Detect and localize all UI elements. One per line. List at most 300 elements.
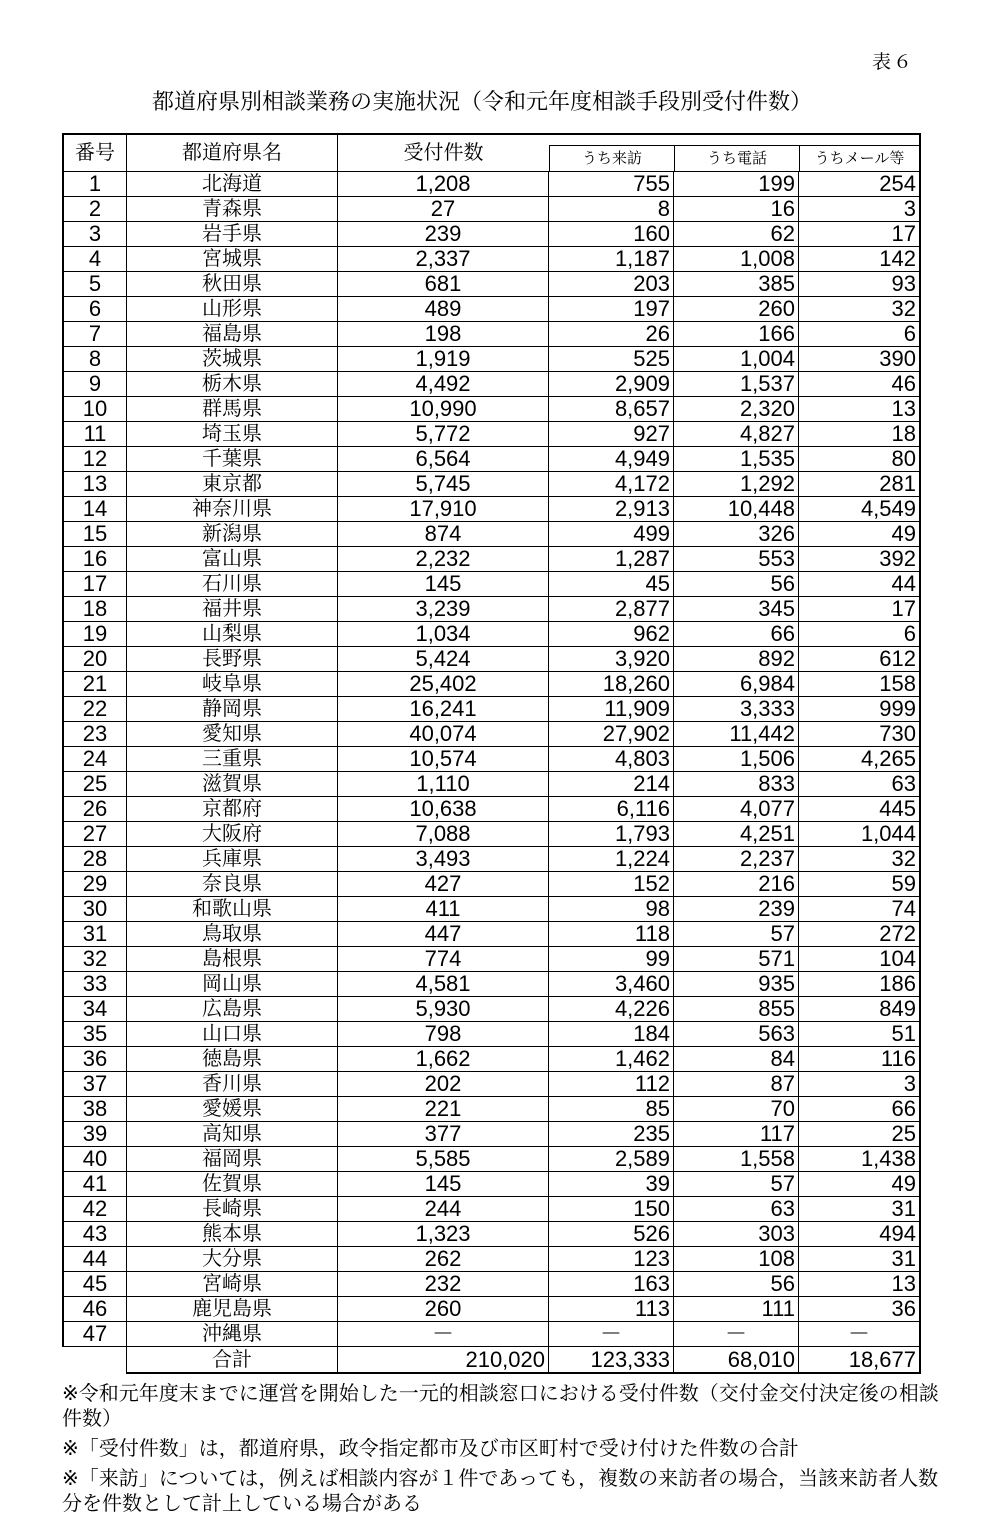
cell-visit: 163	[549, 1272, 674, 1296]
cell-visit: 499	[549, 522, 674, 546]
cell-prefecture: 青森県	[127, 197, 338, 221]
cell-mail: 51	[891, 1022, 916, 1046]
header-phone-label: うち電話	[674, 145, 799, 171]
cell-phone: 1,008	[674, 247, 799, 271]
table-body	[62, 172, 921, 1347]
cell-no: 39	[64, 1122, 127, 1146]
cell-phone: 108	[674, 1247, 799, 1271]
cell-visit: 4,226	[549, 997, 674, 1021]
cell-prefecture: 山口県	[127, 1022, 338, 1046]
cell-visit: 152	[549, 872, 674, 896]
cell-prefecture: 沖縄県	[127, 1322, 338, 1346]
cell-mail: 999	[879, 697, 916, 721]
cell-prefecture: 長野県	[127, 647, 338, 671]
cell-mail: 31	[891, 1197, 916, 1221]
cell-no: 46	[64, 1297, 127, 1321]
cell-prefecture: 三重県	[127, 747, 338, 771]
cell-phone: 4,251	[674, 822, 799, 846]
cell-no	[62, 1347, 127, 1374]
cell-prefecture: 富山県	[127, 547, 338, 571]
cell-total: 202	[338, 1072, 549, 1096]
cell-visit: 18,260	[549, 672, 674, 696]
cell-no: 11	[64, 422, 127, 446]
cell-no: 44	[64, 1247, 127, 1271]
cell-prefecture: 島根県	[127, 947, 338, 971]
cell-mail: 390	[879, 347, 916, 371]
header-phone	[674, 135, 799, 171]
cell-total: 10,990	[338, 397, 549, 421]
cell-phone: 4,827	[674, 422, 799, 446]
cell-mail: 63	[891, 772, 916, 796]
table-row	[62, 1172, 921, 1197]
cell-phone: 6,984	[674, 672, 799, 696]
cell-no: 9	[64, 372, 127, 396]
table-row	[62, 1147, 921, 1172]
table-row	[62, 372, 921, 397]
header-visit-label: うち来訪	[549, 145, 674, 171]
cell-phone: 1,004	[674, 347, 799, 371]
cell-mail: 3	[903, 197, 916, 221]
cell-visit: 118	[549, 922, 674, 946]
cell-visit: 525	[549, 347, 674, 371]
cell-visit: 1,462	[549, 1047, 674, 1071]
table-row	[62, 1022, 921, 1047]
cell-no: 10	[64, 397, 127, 421]
cell-visit: 11,909	[549, 697, 674, 721]
cell-visit: 4,949	[549, 447, 674, 471]
cell-mail: 59	[891, 872, 916, 896]
cell-prefecture: 新潟県	[127, 522, 338, 546]
cell-phone: 10,448	[674, 497, 799, 521]
cell-prefecture: 宮崎県	[127, 1272, 338, 1296]
table-header-row	[62, 133, 921, 172]
cell-mail: 49	[891, 1172, 916, 1196]
table-row	[62, 597, 921, 622]
cell-total: 427	[338, 872, 549, 896]
cell-total: 411	[338, 897, 549, 921]
cell-prefecture: 奈良県	[127, 872, 338, 896]
cell-total: 774	[338, 947, 549, 971]
table-number-label: 表６	[872, 52, 915, 73]
cell-mail: 281	[879, 472, 916, 496]
cell-total: 221	[338, 1097, 549, 1121]
cell-prefecture: 長崎県	[127, 1197, 338, 1221]
cell-total: 145	[338, 1172, 549, 1196]
cell-phone: 260	[674, 297, 799, 321]
cell-phone: 70	[674, 1097, 799, 1121]
page-title: 都道府県別相談業務の実施状況（令和元年度相談手段別受付件数）	[151, 89, 812, 114]
cell-total-label: 合計	[127, 1347, 338, 1374]
table-row	[62, 1297, 921, 1322]
cell-mail: 32	[891, 297, 916, 321]
cell-prefecture: 岡山県	[127, 972, 338, 996]
cell-phone: 2,237	[674, 847, 799, 871]
cell-phone: 385	[674, 272, 799, 296]
cell-mail: 18,677	[799, 1347, 919, 1374]
cell-visit: 123	[549, 1247, 674, 1271]
table-row	[62, 947, 921, 972]
cell-mail: 93	[891, 272, 916, 296]
cell-phone: 2,320	[674, 397, 799, 421]
cell-visit: 112	[549, 1072, 674, 1096]
header-visit	[549, 135, 674, 171]
cell-total: 447	[338, 922, 549, 946]
cell-total: 3,239	[338, 597, 549, 621]
table-row	[62, 297, 921, 322]
cell-mail: 66	[891, 1097, 916, 1121]
cell-total: 4,581	[338, 972, 549, 996]
cell-mail: 80	[891, 447, 916, 471]
cell-total: 1,208	[338, 172, 549, 196]
cell-no: 5	[64, 272, 127, 296]
cell-mail: 612	[879, 647, 916, 671]
cell-phone: 111	[674, 1297, 799, 1321]
cell-prefecture: 東京都	[127, 472, 338, 496]
cell-total: 145	[338, 572, 549, 596]
cell-prefecture: 香川県	[127, 1072, 338, 1096]
cell-visit: 85	[549, 1097, 674, 1121]
cell-phone: 56	[674, 572, 799, 596]
cell-total: 681	[338, 272, 549, 296]
header-received-count: 受付件数	[403, 142, 484, 164]
cell-no: 32	[64, 947, 127, 971]
cell-phone: 57	[674, 922, 799, 946]
cell-no: 19	[64, 622, 127, 646]
cell-prefecture: 埼玉県	[127, 422, 338, 446]
cell-prefecture: 福岡県	[127, 1147, 338, 1171]
cell-phone: 84	[674, 1047, 799, 1071]
cell-no: 3	[64, 222, 127, 246]
cell-phone: 66	[674, 622, 799, 646]
cell-total: 4,492	[338, 372, 549, 396]
cell-mail: 36	[891, 1297, 916, 1321]
cell-phone: 63	[674, 1197, 799, 1221]
table-row	[62, 197, 921, 222]
cell-no: 15	[64, 522, 127, 546]
cell-no: 27	[64, 822, 127, 846]
header-mail	[799, 135, 919, 171]
cell-phone: 68,010	[674, 1347, 799, 1374]
cell-mail: 46	[891, 372, 916, 396]
table-row	[62, 547, 921, 572]
cell-visit: 99	[549, 947, 674, 971]
cell-prefecture: 広島県	[127, 997, 338, 1021]
cell-phone: 1,535	[674, 447, 799, 471]
cell-no: 6	[64, 297, 127, 321]
cell-visit: 160	[549, 222, 674, 246]
cell-prefecture: 静岡県	[127, 697, 338, 721]
cell-mail: 74	[891, 897, 916, 921]
table-row	[62, 347, 921, 372]
cell-no: 18	[64, 597, 127, 621]
cell-total: 239	[338, 222, 549, 246]
table-row	[62, 1197, 921, 1222]
prefecture-consultation-table	[62, 133, 921, 1374]
cell-total: 17,910	[338, 497, 549, 521]
cell-visit: 98	[549, 897, 674, 921]
cell-phone: 62	[674, 222, 799, 246]
cell-prefecture: 群馬県	[127, 397, 338, 421]
cell-total: 27	[338, 197, 549, 221]
table-row	[62, 722, 921, 747]
table-row	[62, 922, 921, 947]
cell-visit: －	[549, 1322, 674, 1346]
cell-phone: 166	[674, 322, 799, 346]
cell-visit: 2,913	[549, 497, 674, 521]
cell-phone: 3,333	[674, 697, 799, 721]
cell-prefecture: 千葉県	[127, 447, 338, 471]
cell-no: 45	[64, 1272, 127, 1296]
cell-no: 16	[64, 547, 127, 571]
cell-mail: 254	[879, 172, 916, 196]
cell-total: 3,493	[338, 847, 549, 871]
cell-mail: 32	[891, 847, 916, 871]
cell-visit: 123,333	[549, 1347, 674, 1374]
cell-prefecture: 鳥取県	[127, 922, 338, 946]
cell-visit: 755	[549, 172, 674, 196]
cell-phone: 303	[674, 1222, 799, 1246]
table-row	[62, 1272, 921, 1297]
cell-prefecture: 熊本県	[127, 1222, 338, 1246]
cell-no: 40	[64, 1147, 127, 1171]
header-mail-label: うちメール等	[799, 145, 919, 171]
cell-phone: 855	[674, 997, 799, 1021]
cell-total: 210,020	[338, 1347, 549, 1374]
cell-visit: 1,287	[549, 547, 674, 571]
cell-visit: 203	[549, 272, 674, 296]
cell-prefecture: 栃木県	[127, 372, 338, 396]
cell-phone: 1,558	[674, 1147, 799, 1171]
cell-visit: 1,224	[549, 847, 674, 871]
table-row	[62, 872, 921, 897]
cell-visit: 526	[549, 1222, 674, 1246]
cell-no: 8	[64, 347, 127, 371]
cell-no: 37	[64, 1072, 127, 1096]
cell-visit: 39	[549, 1172, 674, 1196]
cell-no: 20	[64, 647, 127, 671]
cell-prefecture: 山梨県	[127, 622, 338, 646]
cell-phone: 892	[674, 647, 799, 671]
cell-phone: 1,506	[674, 747, 799, 771]
cell-no: 35	[64, 1022, 127, 1046]
table-row	[62, 847, 921, 872]
cell-mail: 142	[879, 247, 916, 271]
cell-mail: 6	[903, 622, 916, 646]
cell-total: 260	[338, 1297, 549, 1321]
table-row	[62, 447, 921, 472]
cell-prefecture: 北海道	[127, 172, 338, 196]
cell-no: 13	[64, 472, 127, 496]
table-row	[62, 1122, 921, 1147]
table-row	[62, 697, 921, 722]
cell-visit: 962	[549, 622, 674, 646]
cell-total: 874	[338, 522, 549, 546]
cell-phone: 16	[674, 197, 799, 221]
cell-mail: 4,265	[860, 747, 916, 771]
cell-mail: 17	[891, 222, 916, 246]
table-row	[62, 497, 921, 522]
cell-no: 25	[64, 772, 127, 796]
footnote-1: ※令和元年度末までに運営を開始した一元的相談窓口における受付件数（交付金交付決定後の相談件数）	[62, 1383, 939, 1430]
total-row	[62, 1347, 921, 1374]
cell-mail: 49	[891, 522, 916, 546]
table-row	[62, 422, 921, 447]
cell-total: 489	[338, 297, 549, 321]
cell-no: 22	[64, 697, 127, 721]
footnotes	[62, 1382, 954, 1522]
cell-total: 1,034	[338, 622, 549, 646]
table-row	[62, 772, 921, 797]
cell-phone: 4,077	[674, 797, 799, 821]
table-row	[62, 972, 921, 997]
cell-total: 232	[338, 1272, 549, 1296]
cell-prefecture: 神奈川県	[127, 497, 338, 521]
cell-mail: 392	[879, 547, 916, 571]
table-row	[62, 1222, 921, 1247]
footnote-2: ※「受付件数」は，都道府県，政令指定都市及び市区町村で受け付けた件数の合計	[62, 1438, 799, 1460]
cell-visit: 3,920	[549, 647, 674, 671]
cell-total: 5,930	[338, 997, 549, 1021]
cell-no: 21	[64, 672, 127, 696]
table-row	[62, 747, 921, 772]
table-row	[62, 797, 921, 822]
cell-prefecture: 福島県	[127, 322, 338, 346]
cell-total: 2,337	[338, 247, 549, 271]
cell-total: 7,088	[338, 822, 549, 846]
cell-no: 2	[64, 197, 127, 221]
cell-mail: 730	[879, 722, 916, 746]
cell-total: 16,241	[338, 697, 549, 721]
cell-mail: 116	[880, 1047, 916, 1071]
table-row	[62, 1322, 921, 1347]
cell-phone: 1,537	[674, 372, 799, 396]
cell-no: 28	[64, 847, 127, 871]
cell-total: 262	[338, 1247, 549, 1271]
cell-visit: 26	[549, 322, 674, 346]
cell-visit: 197	[549, 297, 674, 321]
cell-mail: 44	[891, 572, 916, 596]
cell-mail: 13	[891, 397, 916, 421]
cell-total: 5,772	[338, 422, 549, 446]
cell-mail: 3	[903, 1072, 916, 1096]
cell-prefecture: 大分県	[127, 1247, 338, 1271]
cell-visit: 27,902	[549, 722, 674, 746]
cell-no: 24	[64, 747, 127, 771]
cell-total: 198	[338, 322, 549, 346]
cell-mail: 186	[879, 972, 916, 996]
cell-total: 6,564	[338, 447, 549, 471]
cell-no: 29	[64, 872, 127, 896]
cell-no: 17	[64, 572, 127, 596]
cell-mail: 494	[879, 1222, 916, 1246]
table-row	[62, 997, 921, 1022]
cell-mail: 104	[879, 947, 916, 971]
cell-mail: 1,438	[860, 1147, 916, 1171]
cell-total: 244	[338, 1197, 549, 1221]
cell-total: 1,323	[338, 1222, 549, 1246]
cell-phone: 117	[674, 1122, 799, 1146]
cell-visit: 184	[549, 1022, 674, 1046]
cell-visit: 1,793	[549, 822, 674, 846]
cell-total: －	[338, 1322, 549, 1346]
cell-prefecture: 山形県	[127, 297, 338, 321]
cell-prefecture: 岩手県	[127, 222, 338, 246]
cell-mail: －	[847, 1322, 870, 1346]
cell-total: 5,585	[338, 1147, 549, 1171]
cell-visit: 927	[549, 422, 674, 446]
cell-mail: 158	[879, 672, 916, 696]
cell-visit: 1,187	[549, 247, 674, 271]
cell-prefecture: 高知県	[127, 1122, 338, 1146]
cell-no: 30	[64, 897, 127, 921]
cell-visit: 113	[549, 1297, 674, 1321]
cell-phone: －	[674, 1322, 799, 1346]
cell-total: 40,074	[338, 722, 549, 746]
cell-prefecture: 大阪府	[127, 822, 338, 846]
cell-prefecture: 京都府	[127, 797, 338, 821]
cell-phone: 87	[674, 1072, 799, 1096]
cell-prefecture: 徳島県	[127, 1047, 338, 1071]
cell-total: 1,662	[338, 1047, 549, 1071]
header-prefecture-name: 都道府県名	[127, 135, 338, 171]
cell-no: 41	[64, 1172, 127, 1196]
cell-prefecture: 兵庫県	[127, 847, 338, 871]
cell-visit: 3,460	[549, 972, 674, 996]
cell-phone: 563	[674, 1022, 799, 1046]
cell-no: 42	[64, 1197, 127, 1221]
table-row	[62, 222, 921, 247]
cell-no: 14	[64, 497, 127, 521]
cell-mail: 4,549	[860, 497, 916, 521]
table-row	[62, 322, 921, 347]
cell-prefecture: 石川県	[127, 572, 338, 596]
table-row	[62, 1097, 921, 1122]
cell-visit: 4,172	[549, 472, 674, 496]
cell-visit: 150	[549, 1197, 674, 1221]
cell-prefecture: 和歌山県	[127, 897, 338, 921]
cell-no: 1	[64, 172, 127, 196]
table-row	[62, 897, 921, 922]
cell-visit: 45	[549, 572, 674, 596]
cell-no: 36	[64, 1047, 127, 1071]
table-row	[62, 572, 921, 597]
cell-mail: 18	[891, 422, 916, 446]
cell-phone: 1,292	[674, 472, 799, 496]
cell-mail: 13	[891, 1272, 916, 1296]
cell-phone: 239	[674, 897, 799, 921]
cell-no: 31	[64, 922, 127, 946]
footnote-3: ※「来訪」については，例えば相談内容が１件であっても，複数の来訪者の場合，当該来訪者人数分を件数として計上している場合がある	[62, 1468, 939, 1515]
cell-mail: 25	[891, 1122, 916, 1146]
cell-total: 377	[338, 1122, 549, 1146]
cell-phone: 326	[674, 522, 799, 546]
cell-phone: 216	[674, 872, 799, 896]
cell-prefecture: 茨城県	[127, 347, 338, 371]
cell-total: 1,919	[338, 347, 549, 371]
table-row	[62, 647, 921, 672]
cell-no: 43	[64, 1222, 127, 1246]
table-row	[62, 522, 921, 547]
cell-phone: 56	[674, 1272, 799, 1296]
cell-mail: 6	[903, 322, 916, 346]
cell-phone: 935	[674, 972, 799, 996]
cell-phone: 345	[674, 597, 799, 621]
cell-prefecture: 愛知県	[127, 722, 338, 746]
cell-total: 2,232	[338, 547, 549, 571]
table-row	[62, 1047, 921, 1072]
cell-no: 12	[64, 447, 127, 471]
cell-phone: 11,442	[674, 722, 799, 746]
